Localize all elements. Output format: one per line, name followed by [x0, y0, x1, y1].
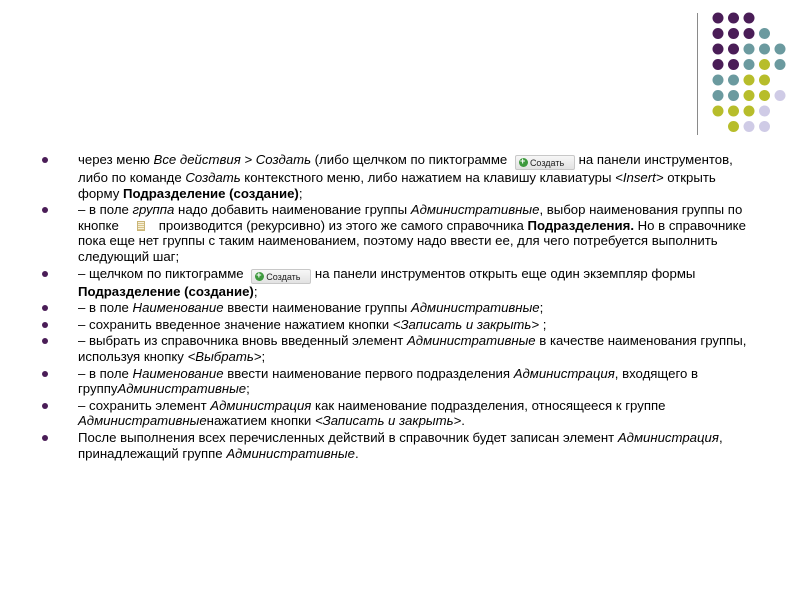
text-run: Все действия > Создать	[153, 152, 311, 167]
create-button[interactable]	[251, 269, 311, 284]
text-run: <Записать и закрыть>	[392, 316, 540, 332]
text-run: ;	[298, 185, 303, 201]
create-button-label: Создать	[529, 158, 565, 168]
text-run: (либо щелчком по пиктограмме	[311, 152, 511, 167]
decorative-dot	[744, 121, 755, 132]
bullet-dot-icon	[42, 207, 48, 213]
decorative-dot	[759, 106, 770, 117]
decorative-dot	[713, 28, 724, 39]
text-run: на панели инструментов, либо по команде	[78, 152, 733, 185]
decorative-dot	[759, 75, 770, 86]
text-run: Подразделения.	[527, 217, 634, 233]
text-run: Административные	[406, 333, 536, 349]
text-run: , выбор наименования группы по кнопке	[78, 202, 743, 233]
text-run: – в поле	[78, 365, 133, 381]
text-run: на панели инструментов открыть еще один экземпляр формы	[311, 265, 696, 281]
decorative-dot	[728, 90, 739, 101]
bullet-item	[42, 398, 750, 429]
text-run: ;	[539, 300, 544, 316]
bullet-item	[42, 300, 750, 316]
decorative-dot-grid	[711, 12, 791, 132]
bullet-dot-icon	[42, 271, 48, 277]
text-run: Администрация	[513, 365, 615, 381]
bullet-dot-icon	[42, 157, 48, 163]
decorative-dot	[713, 90, 724, 101]
decorative-dot	[775, 59, 786, 70]
text-run: – в поле	[78, 202, 133, 218]
decorative-dot	[759, 44, 770, 55]
bullet-item	[42, 266, 750, 300]
text-run: Административные	[410, 202, 540, 218]
green-plus-icon	[519, 158, 528, 167]
instruction-list	[42, 152, 750, 462]
select-group-button-icon[interactable]	[137, 221, 145, 231]
text-run: – выбрать из справочника вновь введенный элемент	[78, 333, 407, 349]
decorative-dot	[728, 59, 739, 70]
text-run: Административные	[410, 300, 540, 316]
decorative-dot	[744, 106, 755, 117]
text-run: Административные	[78, 413, 207, 429]
decorative-dot	[759, 59, 770, 70]
text-run: ввести наименование группы	[223, 300, 411, 316]
bullet-item	[42, 366, 750, 397]
decorative-dot	[728, 106, 739, 117]
text-run: Но в справочнике пока еще нет группы с таким наименованием, поэтому надо ввести ее, для чего потребуется выполнить следующий шаг;	[78, 217, 746, 264]
text-run: , принадлежащий группе	[78, 429, 723, 461]
decorative-dot	[759, 90, 770, 101]
decorative-dot	[713, 59, 724, 70]
text-run: Администрация	[210, 397, 312, 413]
text-run: – щелчком по пиктограмме	[78, 265, 248, 281]
decorative-dot	[744, 44, 755, 55]
bullet-item	[42, 202, 750, 264]
decorative-divider-line	[697, 13, 698, 135]
text-run: <Записать и закрыть>	[314, 413, 462, 429]
text-run: контекстного меню, либо нажатием на клавишу клавиатуры	[240, 170, 616, 185]
bullet-item	[42, 333, 750, 364]
text-run: открыть форму	[78, 170, 716, 201]
green-plus-icon	[255, 272, 264, 281]
create-button-label: Создать	[266, 271, 301, 282]
text-run: .	[461, 413, 465, 429]
text-run: надо добавить наименование группы	[174, 202, 411, 218]
bullet-dot-icon	[42, 322, 48, 328]
decorative-dot	[744, 75, 755, 86]
decorative-dot	[713, 44, 724, 55]
bullet-item	[42, 152, 750, 201]
text-run: .	[354, 445, 359, 461]
decorative-dot	[713, 106, 724, 117]
text-run: Создать	[185, 170, 241, 185]
text-run: ;	[261, 348, 266, 364]
bullet-dot-icon	[42, 305, 48, 311]
text-run: как наименование подразделения, относящееся к группе	[311, 397, 666, 413]
decorative-dot	[728, 28, 739, 39]
decorative-dot	[744, 90, 755, 101]
text-run: Административные	[117, 381, 247, 397]
decorative-dot	[744, 59, 755, 70]
decorative-dot	[728, 13, 739, 24]
bullet-dot-icon	[42, 435, 48, 441]
decorative-dot	[759, 121, 770, 132]
create-button[interactable]	[515, 155, 575, 170]
text-run: Наименование	[132, 300, 224, 316]
decorative-dot	[775, 44, 786, 55]
text-run: Административные	[226, 445, 355, 461]
text-run: – сохранить введенное значение нажатием кнопки	[78, 316, 393, 332]
text-run: в качестве наименования группы, используя кнопку	[78, 333, 747, 364]
text-run: Подразделение (создание)	[123, 185, 299, 201]
decorative-dot	[728, 75, 739, 86]
text-run: ;	[253, 283, 258, 299]
decorative-dot	[759, 28, 770, 39]
text-run: Наименование	[132, 365, 224, 381]
text-run: <Insert>	[615, 170, 664, 185]
decorative-dot	[713, 75, 724, 86]
text-run: <Выбрать>	[187, 348, 262, 364]
bullet-item	[42, 430, 750, 461]
text-run: Подразделение (создание)	[78, 283, 254, 299]
bullet-item	[42, 317, 750, 333]
text-run: через меню	[78, 152, 154, 167]
text-run: ;	[246, 381, 250, 397]
text-run: – сохранить элемент	[78, 397, 211, 413]
text-run: Администрация	[617, 429, 719, 445]
text-run: нажатием кнопки	[206, 413, 315, 429]
text-run: После выполнения всех перечисленных действий в справочник будет записан элемент	[78, 429, 618, 445]
text-run: ввести наименование первого подразделения	[223, 365, 514, 381]
text-run: , входящего в группу	[78, 365, 698, 397]
text-run: ;	[539, 316, 547, 332]
text-run: – в поле	[78, 300, 133, 316]
decorative-dot	[744, 13, 755, 24]
text-run: производится (рекурсивно) из этого же самого справочника	[158, 217, 528, 233]
decorative-dot	[713, 13, 724, 24]
bullet-dot-icon	[42, 338, 48, 344]
bullet-dot-icon	[42, 403, 48, 409]
text-run: группа	[132, 202, 175, 218]
decorative-dot	[728, 44, 739, 55]
decorative-dot	[744, 28, 755, 39]
bullet-dot-icon	[42, 371, 48, 377]
decorative-dot	[728, 121, 739, 132]
decorative-dot	[775, 90, 786, 101]
